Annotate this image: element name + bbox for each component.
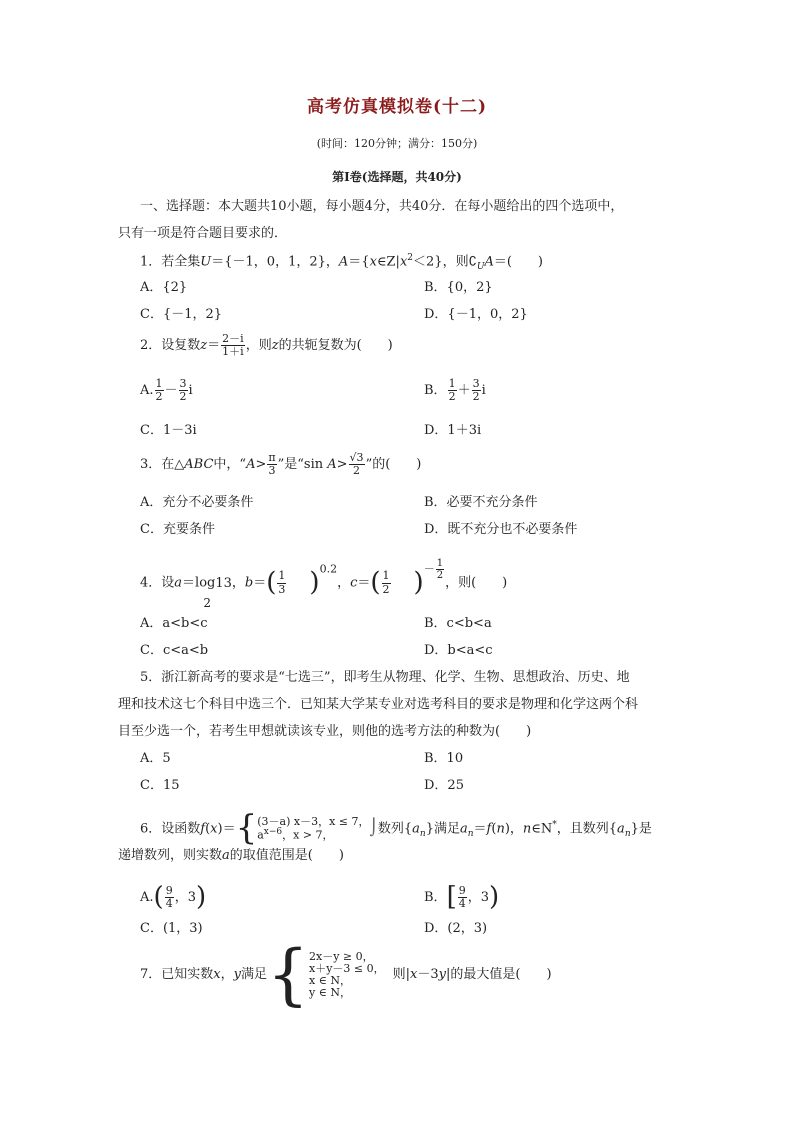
question-4-option-d: D．b<a<c [424, 643, 493, 658]
question-2-stem: 2．设复数z＝ $\frac{2-i}{1+i}$ ，则z的共轭复数为( ) [140, 332, 393, 359]
question-5-option-a: A．5 [140, 751, 171, 766]
question-1-option-a: A．{2} [140, 280, 188, 295]
question-5-line-2: 理和技术这七个科目中选三个．已知某大学某专业对选考科目的要求是物理和化学这两个科 [118, 697, 639, 712]
question-6-option-d: D．(2，3) [424, 921, 488, 936]
question-3-option-b: B．必要不充分条件 [424, 495, 538, 510]
question-4-option-a: A．a<b<c [140, 616, 208, 631]
constraint-system: 2x－y ≥ 0， x＋y－3 ≤ 0， x ∈ N， y ∈ N， [309, 949, 385, 1000]
fraction: $\frac{2-i}{1+i}$ [222, 332, 244, 359]
question-4-option-b: B．c<b<a [424, 616, 492, 631]
question-3-option-a: A．充分不必要条件 [140, 495, 254, 510]
question-3-option-c: C．充要条件 [140, 522, 215, 537]
question-5-line-1: 5．浙江新高考的要求是“七选三”，即考生从物理、化学、生物、思想政治、历史、地 [140, 670, 630, 685]
question-5-option-c: C．15 [140, 778, 180, 793]
question-1-stem: 1．若全集U＝{－1，0，1，2}，$A=\{x\in Z|x^2<2\}$，则$∁_UA=$( ) [140, 253, 543, 272]
question-2-option-a: A. $\frac{1}{2}$ － $\frac{3}{2}$ i [140, 377, 193, 404]
instructions-line-2: 只有一项是符合题目要求的． [118, 226, 288, 241]
question-6-option-b: B．[ $\frac{9}{4}$ ，3) [424, 882, 500, 912]
question-7-stem: 7．已知实数x，y满足{ 2x－y ≥ 0， x＋y－3 ≤ 0， x ∈ N， y ∈ N， 则|x－3y|的最大值是( ) [140, 936, 552, 1013]
instructions-line-1: 一、选择题：本大题共10小题，每小题4分，共40分．在每小题给出的四个选项中， [140, 199, 624, 214]
question-4-option-c: C．c<a<b [140, 643, 209, 658]
exam-time-score: (时间：120分钟；满分：150分) [316, 137, 478, 150]
question-1-option-b: B．{0，2} [424, 280, 493, 295]
page-title: 高考仿真模拟卷(十二) [306, 97, 488, 117]
question-3-stem: 3．在△ABC中，“A> $\frac{\pi}{3}$ ”是“sin A> $\frac{√3}{2}$ ”的( ) [140, 451, 422, 478]
question-2-option-d: D．1＋3i [424, 423, 482, 438]
question-6-line-2: 递增数列，则实数a的取值范围是( ) [118, 848, 344, 863]
question-6-option-c: C．(1，3) [140, 921, 203, 936]
question-1-option-c: C．{－1，2} [140, 307, 223, 322]
question-3-option-d: D．既不充分也不必要条件 [424, 522, 578, 537]
piecewise-cases: (3－a) x－3，x ≤ 7， $a^{x-6}$，x > 7， [257, 815, 370, 842]
question-4-stem: 4．设a＝log13 2 ，b＝( $\frac{1}{3}$ )$^{0.2}$，c＝( $\frac{1}{2}$ )－ $\frac{1}{2}$ ，则( ) [140, 558, 508, 610]
question-6-stem: 6．设函数f(x)＝{ (3－a) x－3，x ≤ 7， $a^{x-6}$，x > 7， ⌡数列$\{a_n\}$满足$a_n=f(n)$，n∈N*，且数列$\{a_n\}$是 [140, 808, 652, 848]
question-1-option-d: D．{－1，0，2} [424, 307, 528, 322]
question-6-option-a: A.( $\frac{9}{4}$ ，3) [140, 882, 207, 912]
question-5-option-b: B．10 [424, 751, 464, 766]
question-2-option-c: C．1－3i [140, 423, 197, 438]
question-2-option-b: B． $\frac{1}{2}$ ＋ $\frac{3}{2}$ i [424, 377, 486, 404]
question-5-option-d: D．25 [424, 778, 464, 793]
question-5-line-3: 目至少选一个，若考生甲想就读该专业，则他的选考方法的种数为( ) [118, 724, 532, 739]
section-heading: 第Ⅰ卷(选择题，共40分) [332, 170, 462, 184]
